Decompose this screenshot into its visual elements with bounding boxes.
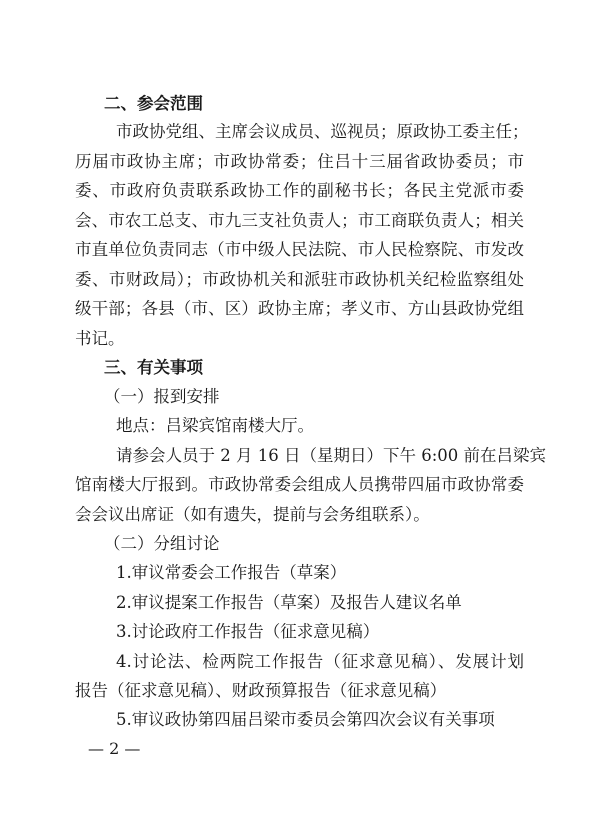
list-item: 5.审议政协第四届吕梁市委员会第四次会议有关事项	[116, 710, 495, 729]
list-item: 1.审议常委会工作报告（草案）	[116, 563, 347, 582]
paragraph-line: 请参会人员于 2 月 16 日（星期日）下午 6:00 前在吕梁宾	[116, 446, 547, 465]
paragraph-line: 历届市政协主席；市政协常委；住吕十三届省政协委员；市	[75, 152, 524, 171]
paragraph-line: 会、市农工总支、市九三支社负责人；市工商联负责人；相关	[75, 211, 524, 230]
subsection-heading-group-discussion: （二）分组讨论	[104, 534, 220, 553]
section-heading-attendees: 二、参会范围	[104, 94, 203, 113]
list-item: 3.讨论政府工作报告（征求意见稿）	[116, 622, 380, 641]
section-heading-matters: 三、有关事项	[104, 358, 203, 377]
subsection-heading-registration: （一）报到安排	[104, 387, 220, 406]
paragraph-line: 级干部；各县（市、区）政协主席；孝义市、方山县政协党组	[75, 299, 524, 318]
registration-location: 地点：吕梁宾馆南楼大厅。	[116, 416, 314, 435]
paragraph-line: 委、市政府负责联系政协工作的副秘书长；各民主党派市委	[75, 181, 524, 200]
list-item-continuation: 报告（征求意见稿）、财政预算报告（征求意见稿）	[75, 681, 447, 700]
list-item: 2.审议提案工作报告（草案）及报告人建议名单	[116, 593, 462, 612]
paragraph-line: 馆南楼大厅报到。市政协常委会组成人员携带四届市政协常委	[75, 475, 524, 494]
list-item: 4.讨论法、检两院工作报告（征求意见稿）、发展计划	[116, 652, 524, 671]
paragraph-line: 会会议出席证（如有遗失，提前与会务组联系）。	[75, 505, 430, 524]
page-number: — 2 —	[88, 739, 141, 758]
paragraph-line: 市政协党组、主席会议成员、巡视员；原政协工委主任；	[116, 122, 529, 141]
paragraph-line: 书记。	[75, 329, 125, 348]
paragraph-line: 市直单位负责同志（市中级人民法院、市人民检察院、市发改	[75, 240, 524, 259]
paragraph-line: 委、市财政局）；市政协机关和派驻市政协机关纪检监察组处	[75, 270, 524, 289]
